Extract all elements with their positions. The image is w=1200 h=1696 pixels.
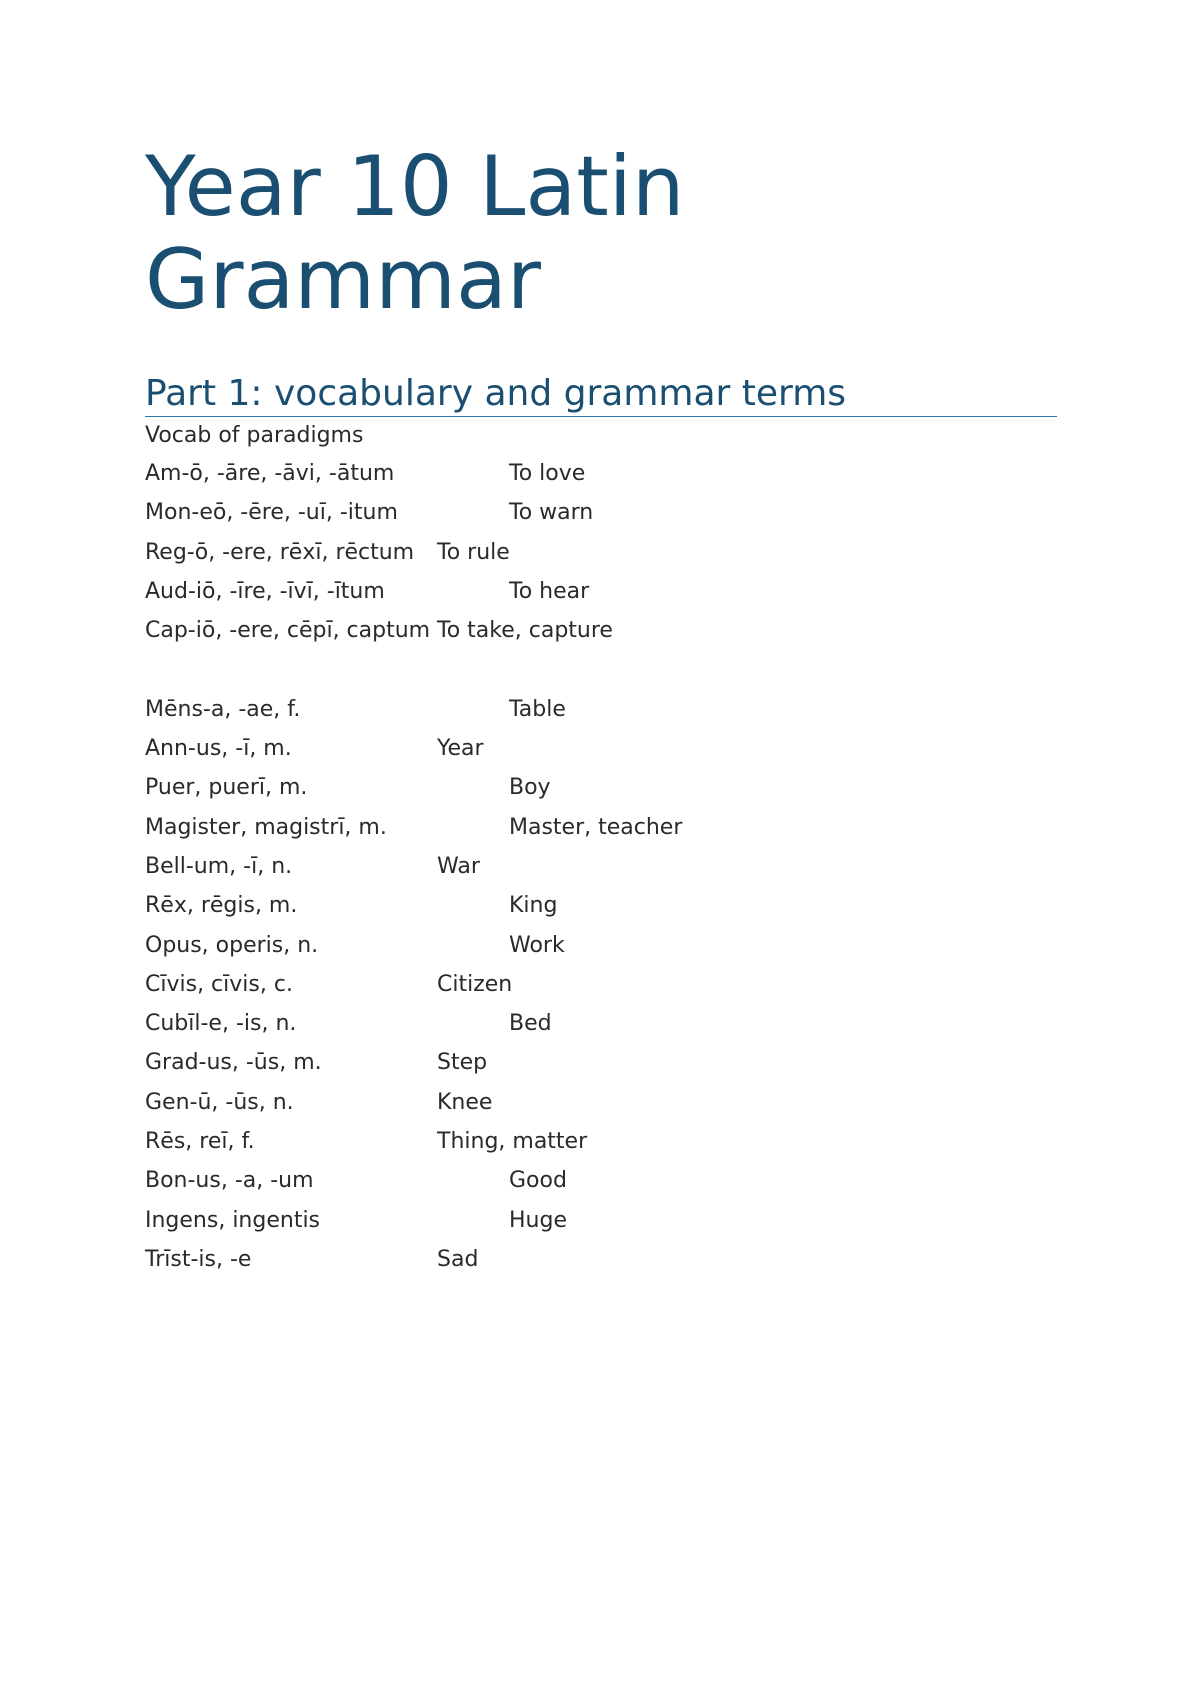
vocab-row [145, 971, 1057, 1010]
list-spacer [145, 656, 1057, 695]
latin-term: Magister, magistrī, m. [145, 814, 387, 840]
english-meaning: Knee [437, 1089, 493, 1115]
vocab-row [145, 1089, 1057, 1128]
latin-term: Mēns-a, -ae, f. [145, 696, 301, 722]
vocab-row [145, 1207, 1057, 1246]
vocab-row [145, 932, 1057, 971]
english-meaning: Work [509, 932, 565, 958]
english-meaning: To hear [509, 578, 590, 604]
english-meaning: To love [509, 461, 586, 486]
latin-term: Reg-ō, -ere, rēxī, rēctum [145, 539, 415, 565]
vocab-row [145, 499, 1057, 538]
english-meaning: Bed [509, 1011, 552, 1037]
english-meaning: King [509, 893, 558, 919]
vocab-row [145, 814, 1057, 853]
vocab-row [145, 578, 1057, 617]
verb-list [145, 460, 1057, 656]
english-meaning: To take, capture [437, 618, 613, 644]
english-meaning: Good [509, 1168, 567, 1194]
vocab-list [145, 460, 1057, 1285]
english-meaning: Citizen [437, 971, 513, 997]
vocab-row [145, 460, 1057, 499]
latin-term: Trīst-is, -e [145, 1246, 252, 1272]
vocab-row [145, 892, 1057, 931]
latin-term: Cubīl-e, -is, n. [145, 1011, 297, 1037]
latin-term: Puer, puerī, m. [145, 775, 308, 801]
vocab-row [145, 774, 1057, 813]
noun-list [145, 696, 1057, 1285]
latin-term: Bon-us, -a, -um [145, 1168, 314, 1194]
section-heading: Part 1: vocabulary and grammar terms [145, 372, 1057, 417]
vocab-row [145, 1010, 1057, 1049]
vocab-row [145, 1246, 1057, 1285]
document-title [145, 140, 684, 326]
vocab-row [145, 539, 1057, 578]
english-meaning: Thing, matter [437, 1129, 588, 1155]
english-meaning: Huge [509, 1207, 567, 1233]
latin-term: Grad-us, -ūs, m. [145, 1050, 322, 1076]
latin-term: Rēx, rēgis, m. [145, 893, 298, 919]
latin-term: Gen-ū, -ūs, n. [145, 1089, 294, 1115]
latin-term: Mon-eō, -ēre, -uī, -itum [145, 500, 398, 526]
section-subheading: Vocab of paradigms [145, 423, 364, 448]
latin-term: Bell-um, -ī, n. [145, 853, 293, 879]
latin-term: Am-ō, -āre, -āvi, -ātum [145, 461, 395, 486]
latin-term: Ingens, ingentis [145, 1207, 321, 1233]
title-line-1: Year 10 Latin [145, 138, 685, 235]
latin-term: Aud-iō, -īre, -īvī, -ītum [145, 578, 385, 604]
latin-term: Rēs, reī, f. [145, 1129, 255, 1155]
vocab-row [145, 735, 1057, 774]
english-meaning: War [437, 853, 480, 879]
vocab-row [145, 617, 1057, 656]
vocab-row [145, 853, 1057, 892]
vocab-row [145, 1049, 1057, 1088]
latin-term: Cap-iō, -ere, cēpī, captum [145, 618, 431, 644]
latin-term: Opus, operis, n. [145, 932, 319, 958]
latin-term: Ann-us, -ī, m. [145, 736, 292, 762]
title-line-2: Grammar [145, 231, 541, 328]
english-meaning: Sad [437, 1246, 479, 1272]
english-meaning: Table [509, 696, 566, 722]
english-meaning: Year [437, 736, 484, 762]
english-meaning: To warn [509, 500, 594, 526]
english-meaning: To rule [437, 539, 510, 565]
english-meaning: Boy [509, 775, 551, 801]
latin-term: Cīvis, cīvis, c. [145, 971, 293, 997]
english-meaning: Master, teacher [509, 814, 683, 840]
vocab-row [145, 1128, 1057, 1167]
english-meaning: Step [437, 1050, 488, 1076]
vocab-row [145, 696, 1057, 735]
vocab-row [145, 1167, 1057, 1206]
